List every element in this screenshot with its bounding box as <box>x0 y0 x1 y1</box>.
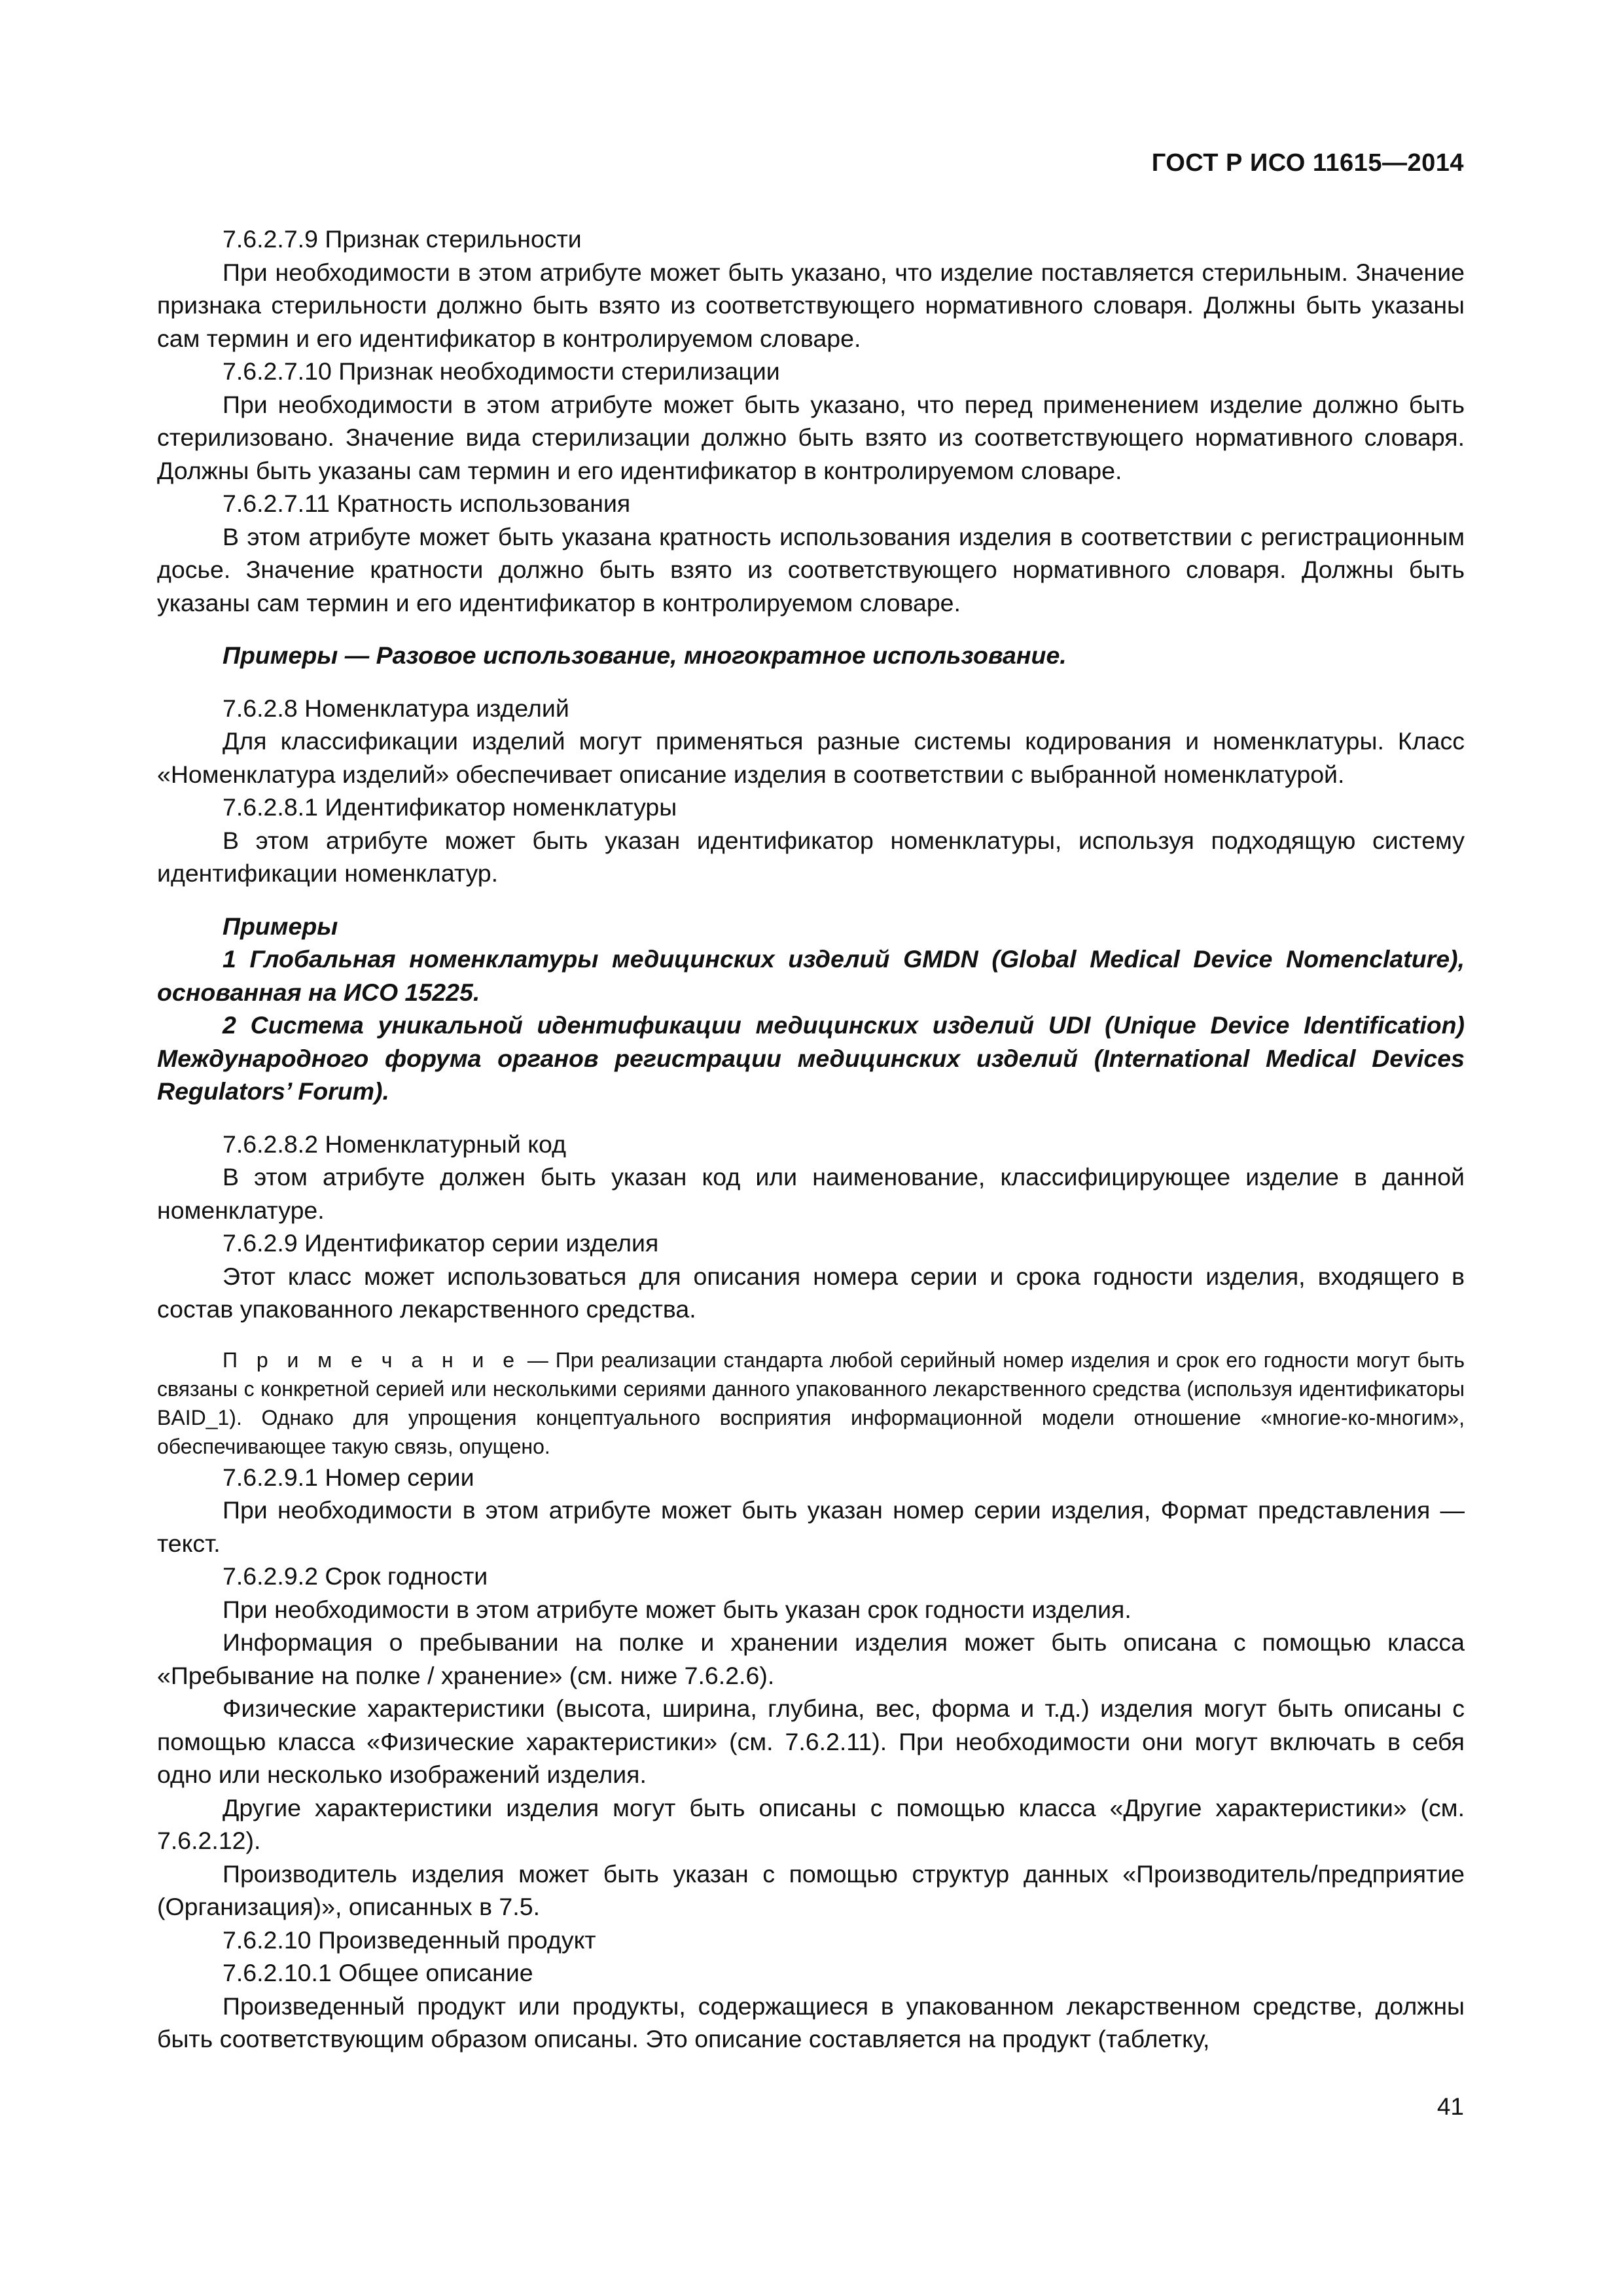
example-item: 1 Глобальная номенклатуры медицинских изделий GMDN (Global Medical Device Nomenclature), основанная на ИСО 15225. <box>157 945 1465 1006</box>
section-heading: 7.6.2.7.11 Кратность использования <box>223 490 631 517</box>
section-heading: 7.6.2.10 Произведенный продукт <box>223 1926 596 1954</box>
paragraph: В этом атрибуте должен быть указан код или наименование, классифицирующее изделие в данной номенклатуре. <box>157 1163 1465 1224</box>
section-heading: 7.6.2.9 Идентификатор серии изделия <box>223 1229 659 1257</box>
paragraph: Другие характеристики изделия могут быть описаны с помощью класса «Другие характеристики» (см. 7.6.2.12). <box>157 1793 1465 1854</box>
paragraph: В этом атрибуте может быть указан идентификатор номенклатуры, используя подходящую систему идентификации номенклатур. <box>157 826 1465 887</box>
section-heading: 7.6.2.10.1 Общее описание <box>223 1959 533 1986</box>
document-header: ГОСТ Р ИСО 11615—2014 <box>1151 149 1464 177</box>
paragraph: Производитель изделия может быть указан с помощью структур данных «Производитель/предприятие (Организация)», описанных в 7.5. <box>157 1859 1465 1920</box>
note-text: — При реализации стандарта любой серийный номер изделия и срок его годности могут быть связаны с конкретной серией или несколькими сериями данного упакованного лекарственного средства (используя идентификаторы BAID_1). Однако для упрощения концептуального восприятия информационной модели отношение «многие-ко-многим», обеспечивающее такую связь, опущено. <box>157 1348 1465 1458</box>
paragraph: При необходимости в этом атрибуте может быть указан срок годности изделия. <box>223 1595 1132 1623</box>
section-heading: 7.6.2.8.2 Номенклатурный код <box>223 1130 566 1158</box>
section-heading: 7.6.2.7.9 Признак стерильности <box>223 225 582 253</box>
section-heading: 7.6.2.8.1 Идентификатор номенклатуры <box>223 793 677 821</box>
example-item: 2 Система уникальной идентификации медицинских изделий UDI (Unique Device Identification) Международного форума органов регистрации медицинских изделий (International Medical Devices Regulators’ Forum). <box>157 1011 1465 1105</box>
note-label: П р и м е ч а н и е <box>223 1348 521 1372</box>
paragraph: Физические характеристики (высота, ширина, глубина, вес, форма и т.д.) изделия могут быть описаны с помощью класса «Физические характеристики» (см. 7.6.2.11). При необходимости они могут включать в себя одно или несколько изображений изделия. <box>157 1695 1465 1788</box>
examples-heading: Примеры <box>223 912 338 940</box>
section-heading: 7.6.2.9.1 Номер серии <box>223 1463 474 1491</box>
examples-inline: Примеры — Разовое использование, многократное использование. <box>223 641 1067 669</box>
paragraph: Информация о пребывании на полке и хранении изделия может быть описана с помощью класса «Пребывание на полке / хранение» (см. ниже 7.6.2.6). <box>157 1628 1465 1689</box>
section-heading: 7.6.2.8 Номенклатура изделий <box>223 694 569 722</box>
paragraph: При необходимости в этом атрибуте может быть указано, что перед применением изделие должно быть стерилизовано. Значение вида стерилизации должно быть взято из соответствующего нормативного словаря. Должны быть указаны сам термин и его идентификатор в контролируемом словаре. <box>157 390 1465 484</box>
document-body <box>157 223 1465 2056</box>
paragraph: Этот класс может использоваться для описания номера серии и срока годности изделия, входящего в состав упакованного лекарственного средства. <box>157 1262 1465 1323</box>
paragraph: При необходимости в этом атрибуте может быть указано, что изделие поставляется стерильным. Значение признака стерильности должно быть взято из соответствующего нормативного словаря. Должны быть указаны сам термин и его идентификатор в контролируемом словаре. <box>157 258 1465 352</box>
note-block <box>157 1346 1465 1461</box>
paragraph: В этом атрибуте может быть указана кратность использования изделия в соответствии с регистрационным досье. Значение кратности должно быть взято из соответствующего нормативного словаря. Должны быть указаны сам термин и его идентификатор в контролируемом словаре. <box>157 522 1465 617</box>
paragraph: При необходимости в этом атрибуте может быть указан номер серии изделия, Формат представления — текст. <box>157 1496 1465 1557</box>
page-number: 41 <box>1436 2093 1464 2120</box>
paragraph: Для классификации изделий могут применяться разные системы кодирования и номенклатуры. Класс «Номенклатура изделий» обеспечивает описание изделия в соответствии с выбранной номенклатурой. <box>157 727 1465 788</box>
section-heading: 7.6.2.7.10 Признак необходимости стерилизации <box>223 357 780 385</box>
section-heading: 7.6.2.9.2 Срок годности <box>223 1562 488 1590</box>
paragraph: Произведенный продукт или продукты, содержащиеся в упакованном лекарственном средстве, должны быть соответствующим образом описаны. Это описание составляется на продукт (таблетку, <box>157 1992 1465 2053</box>
